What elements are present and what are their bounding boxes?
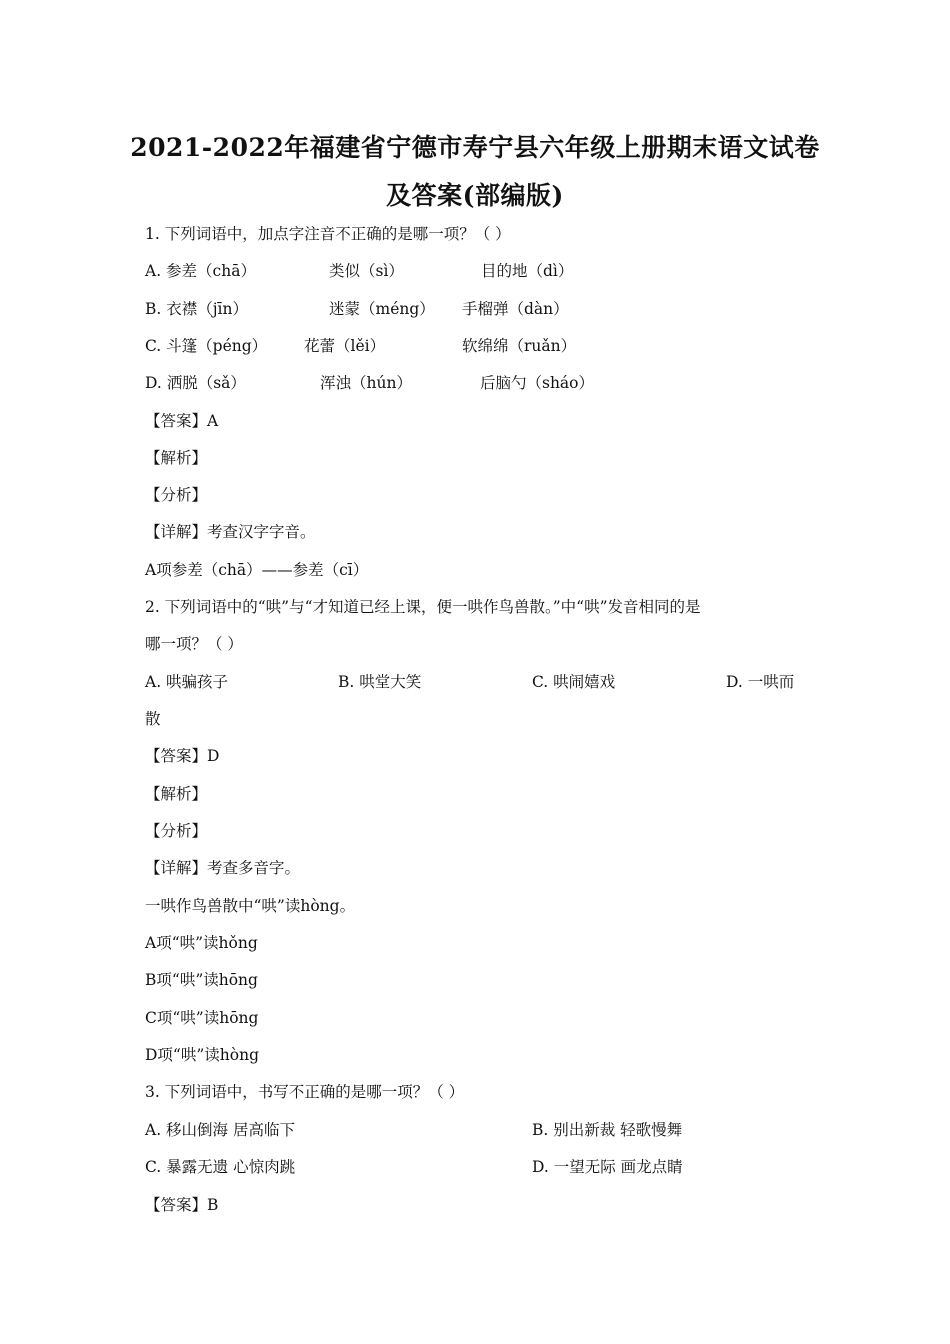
q2-option-c: C. 哄闹嬉戏	[532, 673, 616, 691]
q3-answer: 【答案】B	[145, 1196, 219, 1214]
q3-stem: 3. 下列词语中，书写不正确的是哪一项？（ ）	[145, 1083, 465, 1101]
q2-fenxi: 【分析】	[145, 822, 208, 840]
q1-option-d1: D. 洒脱（sǎ）	[145, 374, 246, 392]
q1-option-b2: 迷蒙（méng）	[329, 300, 435, 318]
q1-fenxi: 【分析】	[145, 486, 208, 504]
q1-option-d3: 后脑勺（sháo）	[480, 374, 595, 392]
q3-option-d: D. 一望无际 画龙点睛	[532, 1158, 683, 1176]
q2-note: A项“哄”读hǒng	[145, 934, 258, 952]
q3-option-c: C. 暴露无遗 心惊肉跳	[145, 1158, 296, 1176]
q1-note: A项参差（chā）——参差（cī）	[145, 561, 369, 579]
q2-option-d: D. 一哄而	[726, 673, 795, 691]
q2-stem-line2: 哪一项？（ ）	[145, 635, 243, 653]
q2-detail: 【详解】考查多音字。	[145, 859, 301, 877]
q3-option-b: B. 别出新裁 轻歌慢舞	[532, 1121, 683, 1139]
q2-option-b: B. 哄堂大笑	[338, 673, 422, 691]
q2-note: C项“哄”读hōng	[145, 1009, 259, 1027]
q2-jiexi: 【解析】	[145, 785, 208, 803]
q1-option-b1: B. 衣襟（jīn）	[145, 300, 248, 318]
q1-option-d2: 浑浊（hún）	[320, 374, 412, 392]
q1-option-a3: 目的地（dì）	[481, 262, 574, 280]
q2-stem-line1: 2. 下列词语中的“哄”与“才知道已经上课，便一哄作鸟兽散。”中“哄”发音相同的是	[145, 598, 701, 616]
q1-jiexi: 【解析】	[145, 449, 208, 467]
q1-detail: 【详解】考查汉字字音。	[145, 523, 316, 541]
q1-option-c3: 软绵绵（ruǎn）	[462, 337, 577, 355]
q2-note: D项“哄”读hòng	[145, 1046, 259, 1064]
q1-option-c2: 花蕾（lěi）	[304, 337, 386, 355]
document-title-line2: 及答案(部编版)	[386, 181, 564, 210]
q1-option-b3: 手榴弹（dàn）	[462, 300, 569, 318]
q2-option-d-wrap: 散	[145, 710, 161, 728]
document-title-line1: 2021-2022年福建省宁德市寿宁县六年级上册期末语文试卷	[130, 133, 820, 162]
q2-answer: 【答案】D	[145, 747, 220, 765]
q2-note: B项“哄”读hōng	[145, 971, 258, 989]
q1-option-a1: A. 参差（chā）	[145, 262, 256, 280]
q1-option-c1: C. 斗篷（péng）	[145, 337, 268, 355]
q3-option-a: A. 移山倒海 居高临下	[145, 1121, 295, 1139]
q1-stem: 1. 下列词语中，加点字注音不正确的是哪一项？（ ）	[145, 225, 511, 243]
q2-note: 一哄作鸟兽散中“哄”读hòng。	[145, 897, 356, 915]
q1-option-a2: 类似（sì）	[329, 262, 404, 280]
q2-option-a: A. 哄骗孩子	[145, 673, 229, 691]
q1-answer: 【答案】A	[145, 412, 219, 430]
